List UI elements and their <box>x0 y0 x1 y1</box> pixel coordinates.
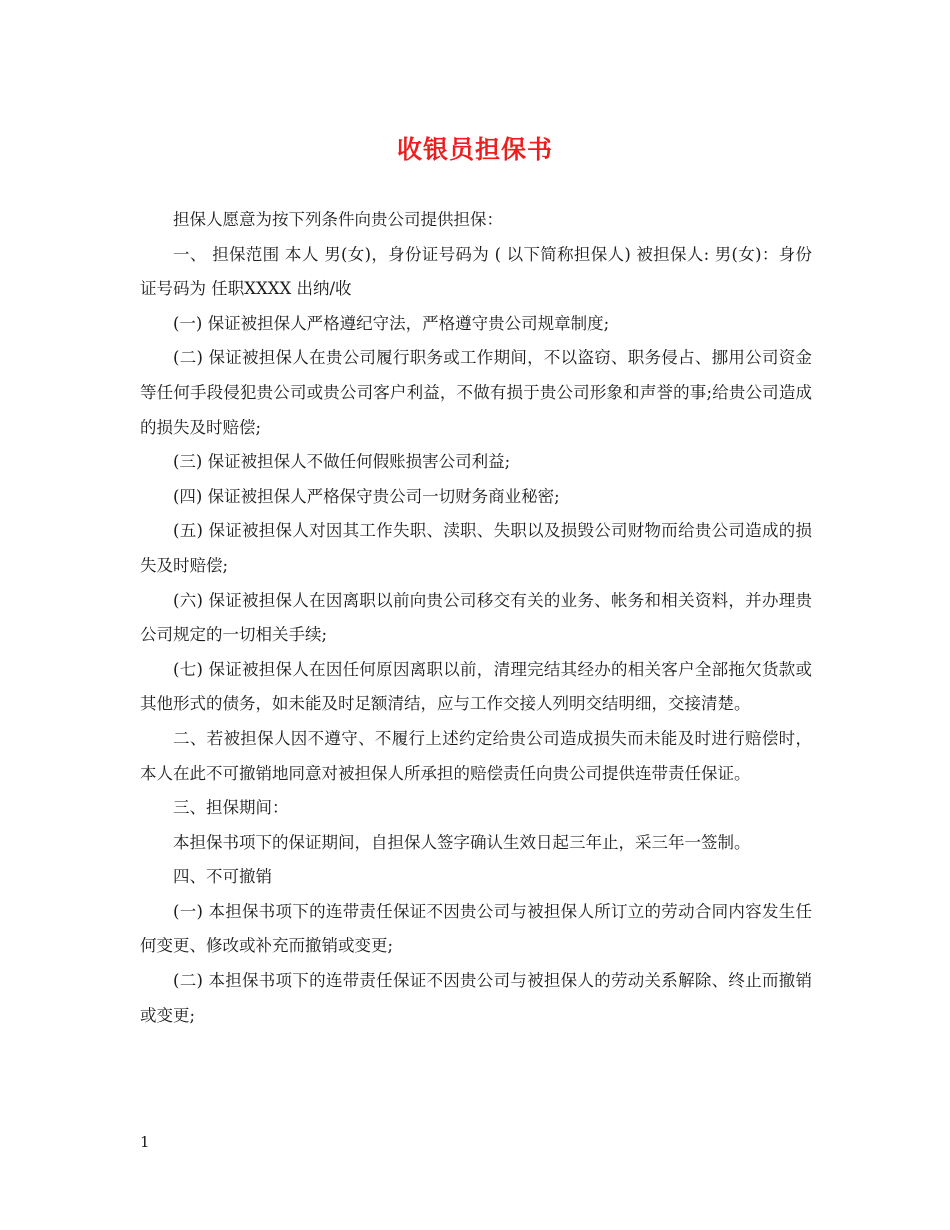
section-3-period: 本担保书项下的保证期间，自担保人签字确认生效日起三年止，采三年一签制。 <box>173 832 751 852</box>
document-title: 收银员担保书 <box>396 135 553 164</box>
clause-4-1: (一) 本担保书项下的连带责任保证不因贵公司与被担保人所订立的劳动合同内容发生任何变更、修改或补充而撤销或变更; <box>140 901 812 956</box>
intro-paragraph: 担保人愿意为按下列条件向贵公司提供担保： <box>173 210 503 229</box>
clause-1-6: (六) 保证被担保人在因离职以前向贵公司移交有关的业务、帐务和相关资料，并办理贵公司规定的一切相关手续; <box>140 590 812 645</box>
clause-1-7: (七) 保证被担保人在因任何原因离职以前，清理完结其经办的相关客户全部拖欠货款或其他形式的债务，如未能及时足额清结，应与工作交接人列明交结明细，交接清楚。 <box>140 659 812 714</box>
section-2-liability: 二、若被担保人因不遵守、不履行上述约定给贵公司造成损失而未能及时进行赔偿时，本人在此不可撤销地同意对被担保人所承担的赔偿责任向贵公司提供连带责任保证。 <box>140 728 812 783</box>
clause-1-3: (三) 保证被担保人不做任何假账损害公司利益; <box>173 452 511 472</box>
document-body <box>140 203 812 1033</box>
page-number: 1 <box>140 1133 150 1151</box>
clause-1-5: (五) 保证被担保人对因其工作失职、渎职、失职以及损毁公司财物而给贵公司造成的损失及时赔偿; <box>140 521 812 575</box>
clause-1-1: (一) 保证被担保人严格遵纪守法，严格遵守贵公司规章制度; <box>173 313 610 333</box>
clause-4-2: (二) 本担保书项下的连带责任保证不因贵公司与被担保人的劳动关系解除、终止而撤销或变更; <box>140 971 812 1025</box>
section-3-heading: 三、担保期间： <box>173 798 289 818</box>
clause-1-4: (四) 保证被担保人严格保守贵公司一切财务商业秘密; <box>173 486 560 506</box>
section-4-heading: 四、不可撤销 <box>173 867 272 887</box>
section-1-scope: 一、 担保范围 本人 男(女)，身份证号码为 ( 以下简称担保人) 被担保人: 男(女)：身份证号码为 任职XXXX 出纳/收 <box>140 244 812 299</box>
clause-1-2: (二) 保证被担保人在贵公司履行职务或工作期间，不以盗窃、职务侵占、挪用公司资金等任何手段侵犯贵公司或贵公司客户利益，不做有损于贵公司形象和声誉的事;给贵公司造成的损失及时赔偿; <box>140 348 812 437</box>
